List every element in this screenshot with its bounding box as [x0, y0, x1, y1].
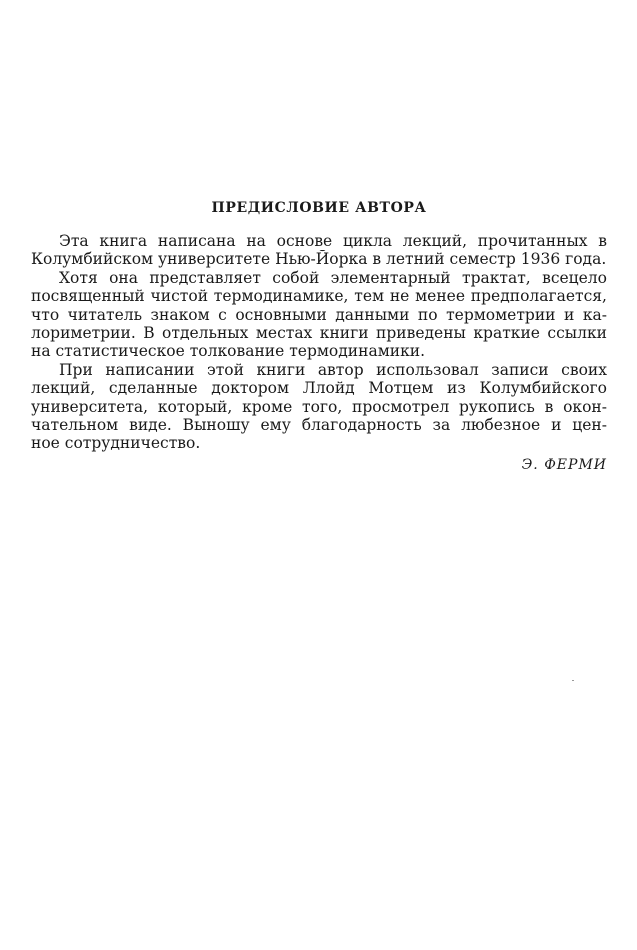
print-speck [572, 680, 574, 681]
paragraph-2 [31, 269, 607, 361]
text-line: на статистическое толкование термодинамики. [31, 342, 426, 361]
paragraph-1 [31, 232, 607, 269]
paragraph-3 [31, 361, 607, 453]
text-line: университета, который, кроме того, просмотрел рукопись в окон- [31, 397, 607, 416]
text-line: чательном виде. Выношу ему благодарность за любезное и цен- [31, 416, 607, 435]
text-line: Эта книга написана на основе цикла лекций, прочитанных в [59, 232, 607, 250]
text-line: лекций, сделанные доктором Ллойд Мотцем из Колумбийского [31, 379, 607, 398]
preface-page [31, 200, 607, 473]
text-line: Колумбийском университете Нью-Йорка в летний семестр 1936 года. [31, 250, 607, 269]
author-signature: Э. ФЕРМИ [521, 456, 607, 473]
text-line: Хотя она представляет собой элементарный трактат, всецело [59, 268, 607, 287]
text-line: лориметрии. В отдельных местах книги приведены краткие ссылки [31, 324, 607, 343]
text-line: При написании этой книги автор использовал записи своих [59, 360, 607, 379]
text-line: что читатель знаком с основными данными по термометрии и ка- [31, 305, 607, 324]
text-line: посвященный чистой термодинамике, тем не менее предполагается, [31, 287, 607, 306]
page-title: ПРЕДИСЛОВИЕ АВТОРА [211, 200, 427, 216]
text-line: ное сотрудничество. [31, 434, 201, 453]
